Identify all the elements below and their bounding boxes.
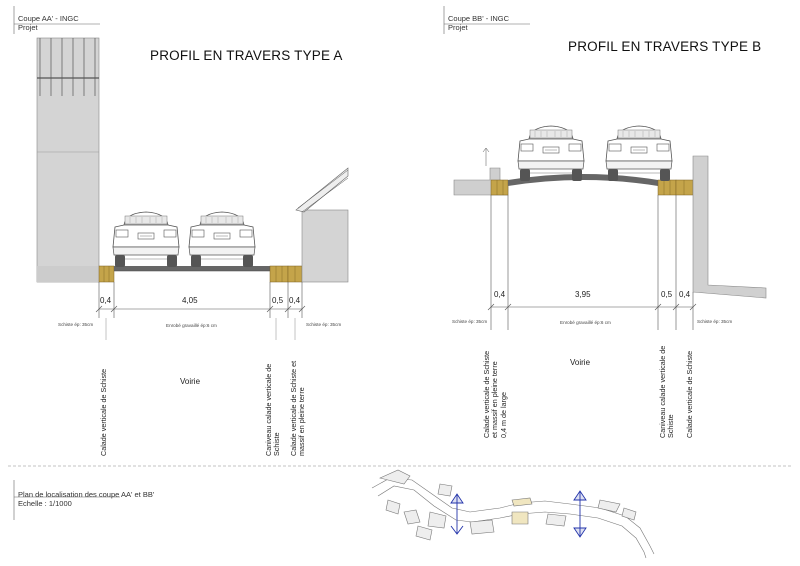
header-a-subtitle: Projet: [18, 23, 38, 32]
profile-a-title: PROFIL EN TRAVERS TYPE A: [150, 48, 343, 63]
small-label-b-1: Schiste ép: 35cm: [452, 319, 488, 324]
vertical-label-b-2: Caniveau calade verticale de Schiste: [658, 345, 676, 438]
dim-a-4: 0,4: [289, 296, 301, 305]
right-wall-b: [693, 156, 766, 298]
small-label-a-1: Schiste ép: 35cm: [58, 322, 94, 327]
small-label-a-3: Schiste ép: 35cm: [306, 322, 342, 327]
section-marker-bb: [574, 491, 586, 537]
dimension-line-b: [488, 195, 696, 330]
dim-b-1: 0,4: [494, 290, 506, 299]
dim-a-1: 0,4: [100, 296, 112, 305]
stone-curb-left-a: [99, 266, 114, 282]
dim-b-4: 0,4: [679, 290, 691, 299]
vertical-label-b-3: Calade verticale de Schiste: [685, 350, 694, 438]
small-label-b-3: Schiste ép: 35cm: [697, 319, 733, 324]
car-b-left: [518, 126, 584, 181]
car-a-left: [113, 212, 179, 267]
vertical-label-a-2: Caniveau calade verticale de Schiste: [264, 363, 282, 456]
vertical-label-a-1: Calade verticale de Schiste: [99, 368, 108, 456]
stone-curb-left-b: [491, 180, 508, 195]
left-building-a: [37, 38, 99, 282]
profile-b-drawing: [454, 126, 766, 330]
caniveau-b: [658, 180, 676, 195]
header-b: [448, 14, 509, 32]
header-a-title: Coupe AA' - INGC: [18, 14, 79, 23]
right-house-a: [302, 210, 348, 282]
dim-a-3: 0,5: [272, 296, 284, 305]
vertical-label-b-1: Calade verticale de Schiste et massif en pleine terre 0,4 m de large: [482, 350, 508, 438]
stone-curb-right-b: [676, 180, 693, 195]
small-label-a-2: Enrobé gravaillé ép:6 cm: [166, 323, 217, 328]
location-plan-map: [372, 470, 654, 558]
dim-a-2: 4,05: [182, 296, 198, 305]
vertical-label-a-3: Calade verticale de Schiste et massif en pleine terre: [289, 360, 307, 456]
location-plan-caption: [18, 490, 154, 508]
section-marker-aa: [451, 494, 463, 534]
caniveau-a: [270, 266, 288, 282]
header-b-subtitle: Projet: [448, 23, 468, 32]
dim-b-3: 0,5: [661, 290, 673, 299]
voirie-label-a: Voirie: [180, 377, 201, 386]
car-b-right: [606, 126, 672, 181]
location-plan-title: Plan de localisation des coupe AA' et BB': [18, 490, 155, 499]
small-label-b-2: Enrobé gravaillé ép:6 cm: [560, 320, 611, 325]
location-plan-scale: Echelle : 1/1000: [18, 499, 72, 508]
road-b: [508, 174, 658, 186]
car-a-right: [189, 212, 255, 267]
header-b-title: Coupe BB' - INGC: [448, 14, 510, 23]
dim-b-2: 3,95: [575, 290, 591, 299]
header-a: [18, 14, 79, 32]
profile-b-title: PROFIL EN TRAVERS TYPE B: [568, 39, 762, 54]
profile-a-drawing: [37, 38, 348, 340]
voirie-label-b: Voirie: [570, 358, 591, 367]
